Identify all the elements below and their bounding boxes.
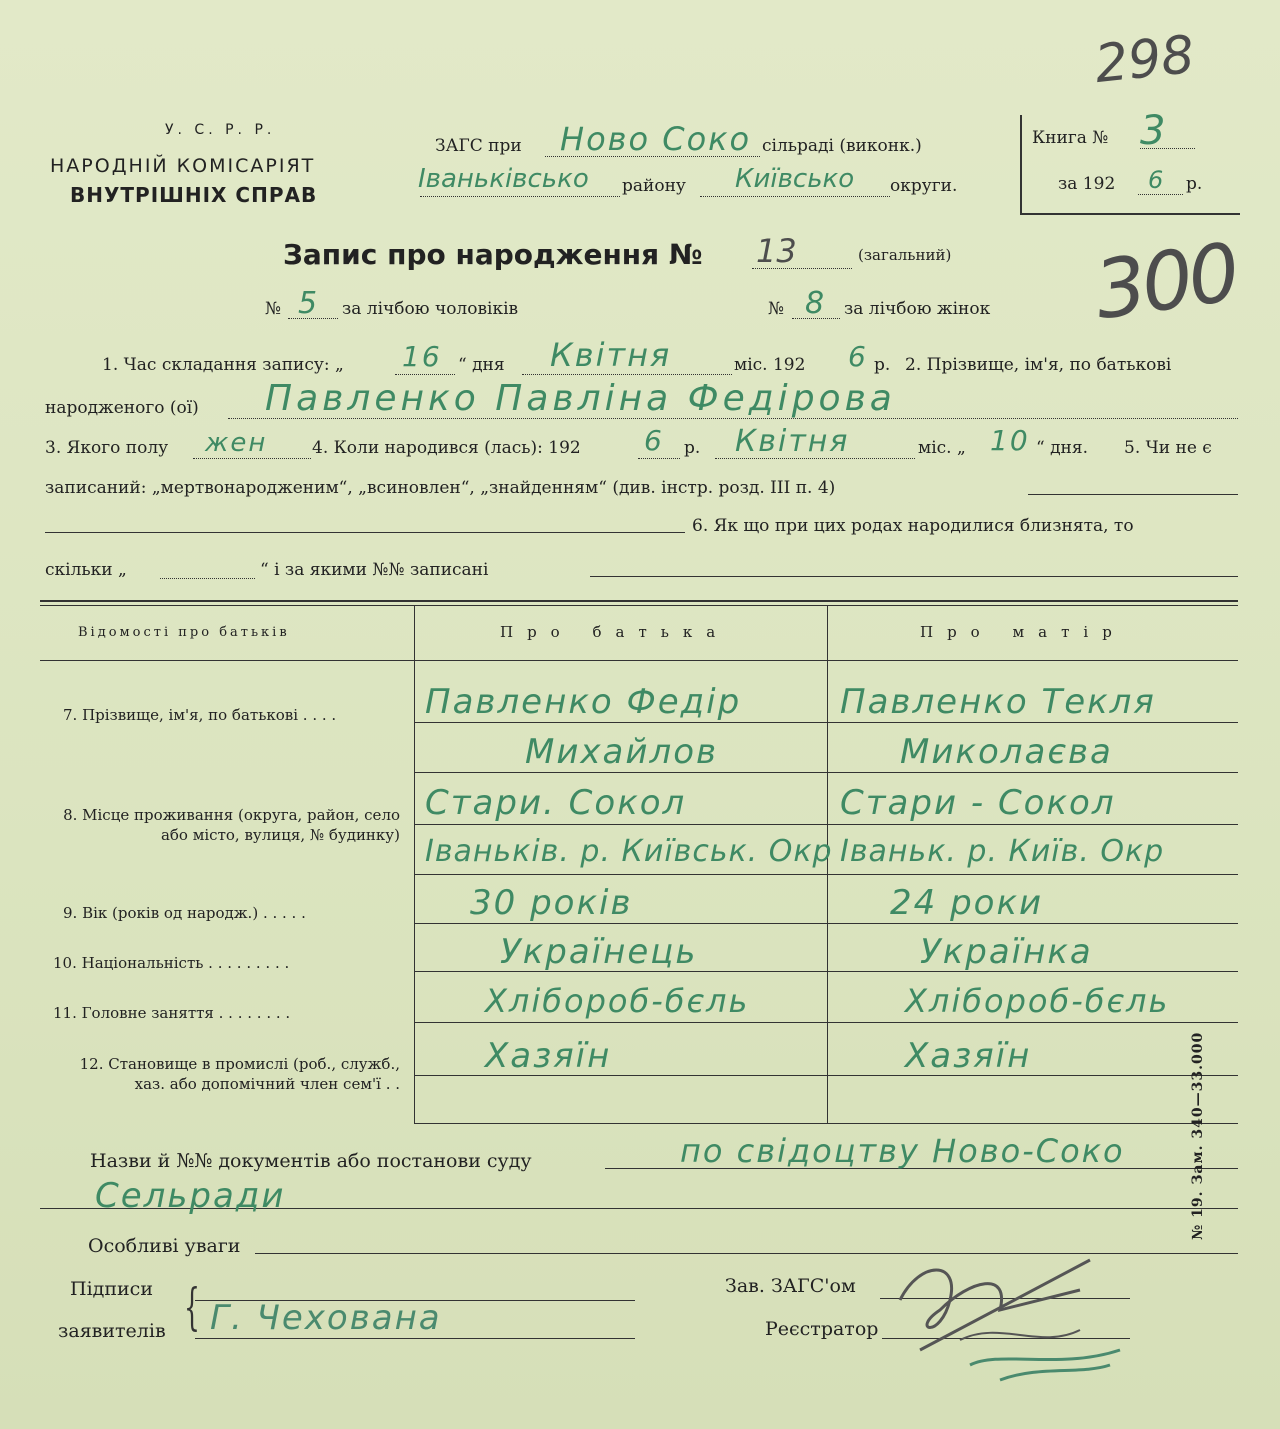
commissariat-line1: НАРОДНІЙ КОМІСАРІЯТ (50, 155, 316, 177)
mother-status: Хазяїн (905, 1036, 1032, 1076)
f4-year-suffix: р. (684, 438, 701, 458)
mother-name-2: Миколаєва (900, 732, 1113, 772)
f1-month-hand: Квітня (550, 336, 672, 374)
official-signatures (880, 1240, 1140, 1390)
f5-line2: записаний: „мертвонародженим“, „всиновлен“, „знайденням“ (див. інстр. розд. III п. 4) (45, 478, 836, 498)
record-number-hand: 13 (756, 232, 797, 270)
book-number-hand: 3 (1140, 108, 1168, 154)
col2-header: Про батька (500, 623, 730, 641)
okruha-hand: Київсько (735, 164, 855, 194)
f5-label: 5. Чи не є (1124, 438, 1212, 458)
documents-label: Назви й №№ документів або постанови суду (90, 1150, 532, 1172)
commissariat-line2: ВНУТРІШНІХ СПРАВ (70, 183, 318, 207)
zags-prefix: ЗАГС при (435, 136, 522, 156)
applicant-signature: Г. Чехована (210, 1298, 442, 1338)
men-label: за лічбою чоловіків (342, 299, 519, 319)
district-suffix: району (622, 176, 686, 196)
archive-number: 298 (1092, 24, 1198, 96)
f1-day-hand: 16 (402, 340, 442, 373)
father-name-2: Михайлов (525, 732, 719, 772)
village-council-hand: Ново Соко (560, 120, 752, 158)
row-11-label: 11. Головне заняття . . . . . . . . (53, 1004, 291, 1022)
col3-header: Про матір (920, 623, 1126, 641)
father-name-1: Павленко Федір (425, 682, 742, 722)
women-hand: 8 (805, 286, 827, 321)
f6-line2-a: скільки „ (45, 560, 127, 580)
mother-name-1: Павленко Текля (840, 682, 1156, 722)
row-7-label: 7. Прізвище, ім'я, по батькові . . . . (63, 706, 337, 724)
mother-occupation: Хлібороб-бєль (905, 982, 1170, 1020)
f1-day-suffix: “ дня (458, 355, 505, 375)
father-age: 30 років (470, 883, 633, 923)
f4-day-suffix: “ дня. (1036, 438, 1089, 458)
f1-label: 1. Час складання запису: „ (102, 355, 344, 375)
head-label: Зав. ЗАГС'ом (725, 1275, 856, 1297)
f6-line2-b: “ і за якими №№ записані (260, 560, 489, 580)
father-residence-1: Стари. Сокол (425, 783, 687, 823)
record-general: (загальний) (858, 246, 952, 264)
printer-note: № 19. Зам. 340—33.000 (1190, 1031, 1206, 1240)
mother-nationality: Українка (920, 932, 1093, 972)
state-label: У. С. Р. Р. (165, 122, 276, 138)
book-year-prefix: за 192 (1058, 174, 1116, 194)
father-residence-2: Іваньків. р. Київськ. Окр (425, 834, 833, 869)
row-8-label: 8. Місце проживання (округа, район, село або місто, вулиця, № будинку) (63, 806, 400, 844)
village-council-suffix: сільраді (виконк.) (762, 136, 922, 156)
f2-line2-label: народженого (ої) (45, 398, 199, 418)
side-number-hand: 300 (1089, 225, 1242, 338)
women-label: за лічбою жінок (844, 299, 991, 319)
documents-value-hand-line2: Сельради (95, 1176, 286, 1216)
father-status: Хазяїн (485, 1036, 612, 1076)
documents-value-hand: по свідоцтву Ново-Соко (680, 1132, 1125, 1170)
mother-residence-2: Іваньк. р. Київ. Окр (840, 834, 1165, 869)
row-12-label: 12. Становище в промислі (роб., служб., хаз. або допомічний член сем'ї . . (79, 1055, 400, 1093)
f1-year-suffix: р. (874, 355, 891, 375)
registrar-label: Реєстратор (765, 1318, 879, 1340)
f4-month-hand: Квітня (735, 424, 850, 459)
applicants-label-1: Підписи (70, 1278, 153, 1300)
f1-year-hand: 6 (848, 340, 868, 373)
row-10-label: 10. Національність . . . . . . . . . (53, 954, 290, 972)
mother-residence-1: Стари - Сокол (840, 783, 1116, 823)
f4-label: 4. Коли народився (лась): 192 (312, 438, 581, 458)
f6-label: 6. Як що при цих родах народилися близнята, то (692, 516, 1134, 536)
district-hand: Іваньківсько (418, 164, 589, 194)
mother-age: 24 роки (890, 883, 1044, 923)
f1-month-suffix: міс. 192 (734, 355, 806, 375)
men-hand: 5 (298, 286, 320, 321)
f3-sex-hand: жен (205, 428, 268, 458)
record-title: Запис про народження № (283, 238, 703, 271)
f3-label: 3. Якого полу (45, 438, 169, 458)
book-year-hand: 6 (1148, 166, 1166, 194)
row-9-label: 9. Вік (років од народж.) . . . . . (63, 904, 306, 922)
brace-icon: { (183, 1278, 200, 1336)
remarks-label: Особливі уваги (88, 1235, 241, 1257)
book-label: Книга № (1032, 128, 1109, 148)
book-year-suffix: р. (1186, 174, 1203, 194)
okruha-suffix: округи. (890, 176, 958, 196)
f4-year-hand: 6 (644, 424, 664, 457)
f2-name-hand: Павленко Павліна Федірова (265, 378, 896, 419)
women-prefix: № (768, 299, 785, 319)
f2-label: 2. Прізвище, ім'я, по батькові (905, 355, 1172, 375)
father-nationality: Українець (500, 932, 698, 972)
f4-day-hand: 10 (990, 424, 1030, 457)
col1-header: Відомості про батьків (78, 625, 290, 640)
men-prefix: № (265, 299, 282, 319)
applicants-label-2: заявителів (58, 1320, 166, 1342)
f4-month-suffix: міс. „ (918, 438, 966, 458)
father-occupation: Хлібороб-бєль (485, 982, 750, 1020)
